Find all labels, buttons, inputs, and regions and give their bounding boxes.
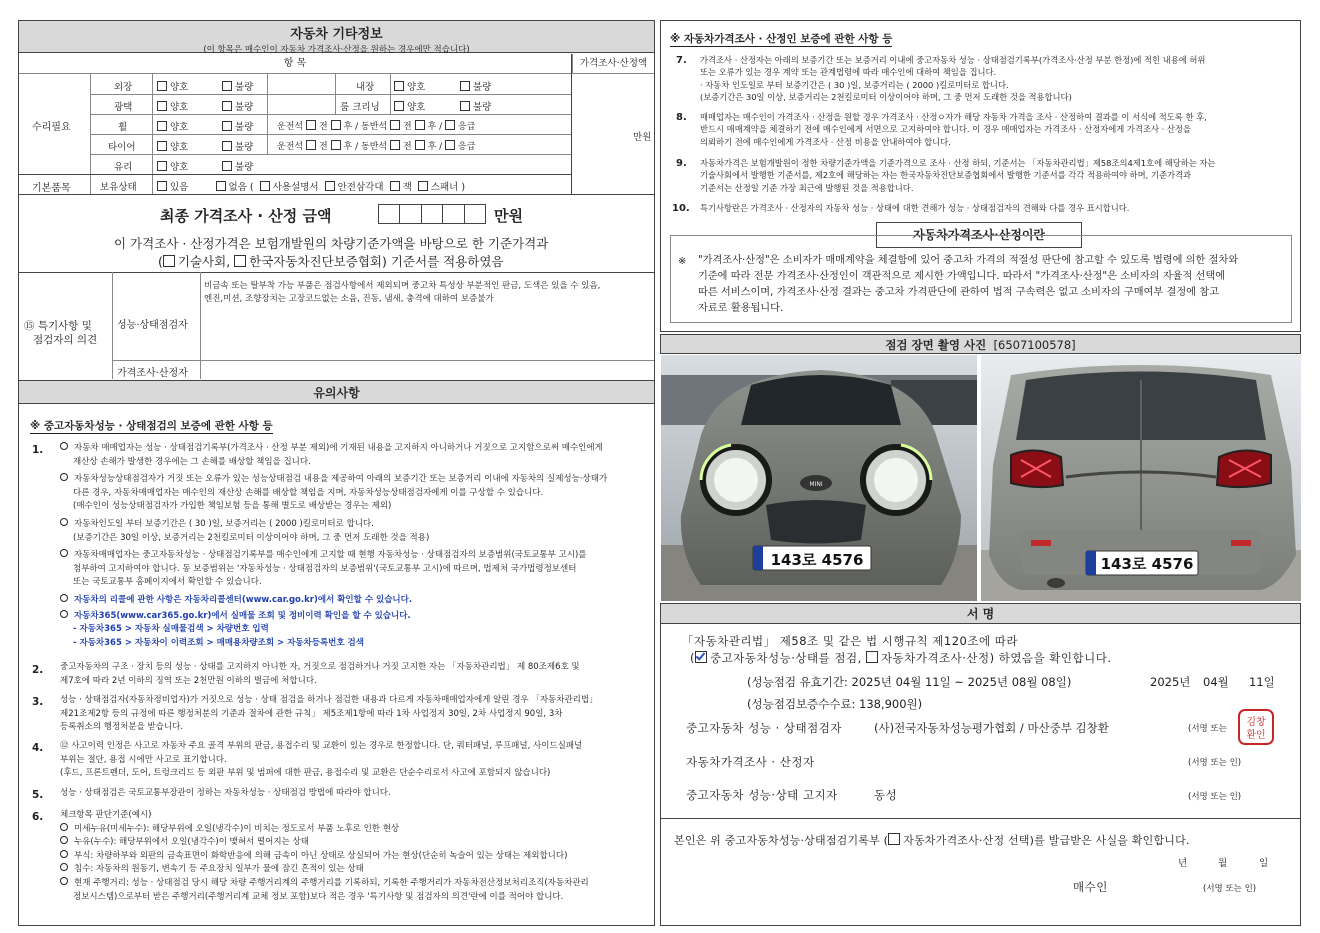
caution-3: 성능 · 상태점검자(자동차정비업자)가 거짓으로 성능 · 상태 점검을 하거나 점검한 내용과 다르게 자동차매매업자에게 알린 경우 「자동차관리법」 제21조제2항 등의 규정에 따른 행정처분의 기준과 절차에 관한 규칙」 제5조제1항에 따라 1차 사업정지 30일, 2차 사업정지 90일, 3차 등록취소의 행정처분을 받습니다. [60,695,598,733]
checkbox-icon [460,101,470,111]
checkbox-icon [222,161,232,171]
circle-bullet-icon [60,549,68,557]
checkbox-icon [418,181,428,191]
notifier-label: 중고자동차 성능·상태 고지자 [686,788,838,802]
repair-label: 수리필요 [32,122,71,133]
circle-bullet-icon [60,594,68,602]
what-text: "가격조사·산정"은 소비자가 매매계약을 체결함에 있어 중고차 가격의 적절성 판단에 참고할 수 있도록 법령에 의한 절차와 기준에 따라 전문 가격조사·산정인이 객관적으로 제시한 가액입니다. 따라서 "가격조사·산정"은 소비자의 자율적 선택에 따른 서비스이며, 가격조사·산정 결과는 중고차 가격판단에 관하여 법적 구속력은 없고 소비자의 구매여부 결정에 참고 자료로 활용됩니다. [698,255,1239,314]
special-note-2: 엔진,미션, 조향장치는 고장코드없는 소음, 진동, 냄새, 충격에 대하여 보증불가 [204,294,494,304]
caution-5: 성능 · 상태점검은 국토교통부장관이 정하는 자동차성능 · 상태점검 방법에 따라야 합니다. [60,788,391,798]
checkbox-icon [216,181,226,191]
checkbox-icon [222,101,232,111]
inspector-name: (사)전국자동차성능평가협회 / 마산중부 김창환 [874,721,1109,735]
checkbox-icon[interactable] [695,651,707,663]
right-num-10: 10. [672,203,690,214]
checkbox-icon [157,101,167,111]
checkbox-icon [157,121,167,131]
checkbox-icon [390,140,400,150]
tire-label: 타이어 [108,142,136,153]
circle-bullet-icon [60,863,68,871]
sign-fee: (성능점검보증수수료: 138,900원) [747,697,923,711]
grid-line [90,94,571,95]
wheel-good[interactable]: 양호 [157,119,188,133]
tire-position-options[interactable]: 운전석 전 후 / 동반석 전 후 / 응급 [277,142,476,152]
checkbox-icon [415,120,425,130]
etc-header [19,21,654,53]
sign-date-month: 04월 [1203,675,1229,689]
confirm-line: 본인은 위 중고자동차성능·상태점검기록부 ( 자동차가격조사·산정 선택)를 발급받은 사실을 확인합니다. [674,834,1190,847]
glass-label: 유리 [114,162,133,173]
front-badge: MINI [809,481,823,488]
svg-text:김창: 김창 [1246,717,1266,728]
right-section-title: ※ 자동차가격조사 · 산정인 보증에 관한 사항 등 [670,33,893,45]
grid-line [19,174,571,175]
grid-line [90,134,571,135]
checkbox-icon [415,140,425,150]
checkbox-icon [460,81,470,91]
special-label-1: ⑮ 특기사항 및 [24,320,92,332]
right-item-8: 매매업자는 매수인이 가격조사 · 산정을 원할 경우 가격조사 · 산정ㅇ자가 해당 자동차 가격을 조사 · 산정하여 결과를 이 서식에 적도록 한 후, 반드시 매매계약을 체결하기 전에 매수인에게 서면으로 고지하여야 합니다. 이 경우 매매업자는 가격조사 · 산정자에게 가격조사 · 산정을 의뢰하기 전에 매수인에게 가격조사 · 산정 비용을 안내하여야 합니다. [700,112,1207,147]
checkbox-icon [445,140,455,150]
basic-items-options[interactable]: 있음 없음 ( 사용설명서 안전삼각대 잭 스패너 ) [157,179,465,193]
col-price-header: 가격조사·산정액 [572,54,654,74]
circle-bullet-icon [60,442,68,450]
checkbox-icon [394,101,404,111]
appraiser-sign-hint[interactable]: (서명 또는 인) [1188,758,1242,768]
rear-plate: 143로 4576 [1100,555,1194,573]
caution-1: 자동차 매매업자는 성능 · 상태점검기록부(가격조사 · 산정 부분 제외)에 기재된 내용을 고지하지 아니하거나 거짓으로 고지함으로써 매수인에게 재산상 손해가 발생한 경우에는 그 손해를 배상할 책임을 집니다. 자동차성능상태점검자가 거짓 또는 오류가 있는 성능상태점검 내용을 제공하여 아래의 보증기간 또는 보증거리 이내에 자동차의 실제성능·상태가 다른 경우, 자동차매매업자는 매수인의 재산상 손해를 배상할 책임을 지며, 자동차성능상태점검자에게 이를 구상할 수 있습니다. (매수인이 성능상태점검자가 가입한 책임보험 등을 통해 별도로 배상받는 경우는 제외) 자동차인도일 부터 보증기간은 ( 30 )일, 보증거리는 ( 2000 )킬로미터로 합니다. (보증기간은 30일 이상, 보증거리는 2천킬로미터 이상이어야 하며, 그 중 먼저 도래한 것을 적용) 자동차매매업자는 중고자동차성능 · 상태점검기록부를 매수인에게 고지할 때 현행 자동차성능 · 상태점검자의 보증범위(국토교통부 고시)를 첨부하여 고지하여야 합니다. 동 보증범위는 '자동차성능 · 상태점검자의 보증범위'(국토교통부 고시)에 따르며, 법제처 국가법령정보센터 또는 국토교통부 홈페이지에서 확인할 수 있습니다. 자동차의 리콜에 관한 사항은 자동차리콜센터(www.car.go.kr)에서 확인할 수 있습니다. 자동차365(www.car365.go.kr)에서 실매물 조회 및 정비이력 확인을 할 수 있습니다. - 자동차365 > 자동차 실매물검색 > 차량번호 입력 - 자동차365 > 자동차이 이력조회 > 매매용차량조회 > 자동차등록번호 검색 [60,442,607,650]
notifier-sign-hint[interactable]: (서명 또는 인) [1188,792,1242,802]
grid-line [571,54,572,194]
final-line1: 이 가격조사 · 산정가격은 보험개발원의 차량기준가액을 바탕으로 한 기준가격과 [114,236,549,251]
appraiser-label: 자동차가격조사 · 산정자 [686,755,815,769]
circle-bullet-icon [60,610,68,618]
buyer-label: 매수인 [1073,880,1108,894]
checkbox-icon[interactable] [163,255,175,267]
caution-4: ⑫ 사고이력 인정은 사고로 자동차 주요 골격 부위의 판금, 용접수리 및 교환이 있는 경우로 한정합니다. 단, 쿼터패널, 루프패널, 사이드실패널 부위는 절단, 용접 시에만 사고로 표기합니다. (후드, 프론트펜더, 도어, 트렁크리드 등 외판 부위 및 범퍼에 대한 판금, 용접수리 및 교환은 단순수리로서 사고에 포함되지 않습니다) [60,741,583,779]
checkbox-icon [306,120,316,130]
item-num-6: 6. [32,811,44,823]
col-item-header: 항 목 [19,54,571,74]
sign-date-day: 11일 [1249,675,1275,689]
wheel-bad[interactable]: 불량 [222,119,253,133]
photo-title: 점검 장면 촬영 사진 [885,338,987,352]
confirm-year: 년 [1178,858,1188,869]
interior-label: 내장 [356,82,375,93]
sign-validity: (성능점검 유효기간: 2025년 04월 11일 ~ 2025년 08월 08일) [747,675,1072,689]
confirm-day: 일 [1259,858,1269,869]
grid-line [200,272,201,379]
room-cleaning-label: 룸 크리닝 [340,102,380,113]
room-good[interactable]: 양호 [394,99,425,113]
photo-code: [6507100578] [993,338,1076,352]
grid-line [19,194,654,195]
right-num-9: 9. [676,158,687,169]
checkbox-icon [331,120,341,130]
final-price-label: 최종 가격조사 · 산정 금액 [160,207,332,225]
buyer-sign-hint[interactable]: (서명 또는 인) [1203,884,1257,894]
checkbox-icon [222,121,232,131]
inspector-label: 중고자동차 성능 · 상태점검자 [686,721,842,735]
special-label-2: 점검자의 의견 [33,334,98,346]
checkbox-icon [157,181,167,191]
tire-bad[interactable]: 불량 [222,139,253,153]
rear-photo [981,355,1301,601]
sign-check-line: ( 중고자동차성능·상태를 점검, 자동차가격조사·산정) 하였음을 확인합니다. [690,651,1112,665]
checkbox-icon [222,81,232,91]
final-price-unit: 만원 [494,207,523,225]
checkbox-icon [306,140,316,150]
grid-line [112,272,113,379]
tire-good[interactable]: 양호 [157,139,188,153]
etc-title: 자동차 기타정보 [290,27,383,42]
etc-subtitle: (이 항목은 매수인이 자동차 가격조사·산정을 원하는 경우에만 적습니다) [203,45,470,55]
what-title: 자동차가격조사·산정이란 [876,222,1082,248]
grid-line [90,114,571,115]
checkbox-icon [331,140,341,150]
sign-date-year: 2025년 [1150,675,1191,689]
special-appraiser-label: 가격조사·산정자 [117,368,188,379]
svg-text:환인: 환인 [1246,730,1266,741]
checkbox-icon[interactable] [234,255,246,267]
interior-bad[interactable]: 불량 [460,79,491,93]
right-item-7: 가격조사 · 산정자는 아래의 보증기간 또는 보증거리 이내에 중고자동차 성능 · 상태점검기록부(가격조사·산정 부분 한정)에 적힌 내용에 허위 또는 오류가 있는 경우 계약 또는 관계법령에 따라 매수인에 대하여 책임을 집니다. · 자동차 인도일로 부터 보증기간은 ( 30 )일, 보증거리는 ( 2000 )킬로미터로 합니다. (보증기간은 30일 이상, 보증거리는 2천킬로미터 이상이어야 하며, 그 중 먼저 도래한 것을 적용합니다) [700,55,1206,102]
item-num-4: 4. [32,742,44,754]
inspector-sign-hint: (서명 또는 [1188,724,1227,734]
what-star: ※ [678,256,687,267]
glass-good[interactable]: 양호 [157,159,188,173]
item-num-2: 2. [32,664,44,676]
price-unit: 만원 [633,132,652,143]
circle-bullet-icon [60,836,68,844]
circle-bullet-icon [60,877,68,885]
final-line2: ( 기술사회, 한국자동차진단보증협회) 기준서를 적용하였음 [158,254,504,269]
gloss-good[interactable]: 양호 [157,99,188,113]
checkbox-icon [157,81,167,91]
wheel-label: 휠 [118,122,128,133]
grid-line [112,360,654,361]
checkbox-icon[interactable] [888,833,900,845]
item-num-1: 1. [32,444,44,456]
front-photo [661,355,977,601]
circle-bullet-icon [60,518,68,526]
checkbox-icon [157,141,167,151]
notifier-name: 동성 [874,788,898,802]
checkbox-icon [445,120,455,130]
exterior-label: 외장 [114,82,133,93]
right-item-10: 특기사항란은 가격조사 · 산정자의 자동차 성능 · 상태에 대한 견해가 성능 · 상태점검자의 견해와 다를 경우 표시합니다. [700,203,1130,213]
circle-bullet-icon [60,823,68,831]
item-num-3: 3. [32,696,44,708]
grid-line [661,818,1300,819]
right-num-8: 8. [676,112,687,123]
gloss-bad[interactable]: 불량 [222,99,253,113]
interior-good[interactable]: 양호 [394,79,425,93]
item-num-5: 5. [32,789,44,801]
caution-section-title: ※ 중고자동차성능 · 상태점검의 보증에 관한 사항 등 [30,420,273,432]
basic-label: 기본품목 [32,183,71,194]
sign-header: 서 명 [661,604,1300,624]
circle-bullet-icon [60,473,68,481]
grid-line [19,272,654,273]
checkbox-icon [260,181,270,191]
confirm-month: 월 [1218,858,1228,869]
final-price-boxes[interactable] [378,204,486,224]
wheel-position-options[interactable]: 운전석 전 후 / 동반석 전 후 / 응급 [277,122,476,132]
caution-header: 유의사항 [19,380,654,404]
exterior-bad[interactable]: 불량 [222,79,253,93]
checkbox-icon [325,181,335,191]
checkbox-icon [390,120,400,130]
caution-2: 중고자동차의 구조 · 장치 등의 성능 · 상태를 고지하지 아니한 자, 거짓으로 점검하거나 거짓 고지한 자는 「자동차관리법」 제 80조제6호 및 제7호에 따라 2년 이하의 징역 또는 2천만원 이하의 벌금에 처합니다. [60,662,580,686]
photo-header [660,334,1301,354]
checkbox-icon [157,161,167,171]
special-inspector-label: 성능·상태점검자 [117,320,188,331]
checkbox-icon [390,181,400,191]
grid-line [90,154,571,155]
glass-bad[interactable]: 불량 [222,159,253,173]
room-bad[interactable]: 불량 [460,99,491,113]
right-num-7: 7. [676,55,687,66]
exterior-good[interactable]: 양호 [157,79,188,93]
checkbox-icon [394,81,404,91]
checkbox-icon[interactable] [866,651,878,663]
circle-bullet-icon [60,850,68,858]
caution-6: 체크항목 판단기준(예시) 미세누유(미세누수): 해당부위에 오일(냉각수)이 비치는 정도로서 부품 노후로 인한 현상 누유(누수): 해당부위에서 오일(냉각수)이 맺혀서 떨어지는 상태 부식: 차량하부와 외판의 금속표면이 화학반응에 의해 금속이 아닌 상태로 상실되어 가는 현상(단순히 녹슬어 있는 상태는 제외합니다) 침수: 자동차의 원동기, 변속기 등 주요장치 일부가 물에 잠긴 흔적이 있는 상태 현재 주행거리: 성능 · 상태점검 당시 해당 차량 주행거리계의 주행거리를 기록하되, 기록한 주행거리가 자동차전산정보처리조직(자동차관리 정보시스템)으로부터 받은 주행거리(주행거리계 교체 정보 포함)보다 적은 경우 '특기사항 및 점검자의 의견'란에 이를 적어야 합니다. [60,810,589,902]
checkbox-icon [222,141,232,151]
right-item-9: 자동차가격은 보험개발원이 정한 차량기준가액을 기준가격으로 조사 · 산정 하되, 기준서는 「자동차관리법」제58조의4제1호에 해당하는 자는 기술사회에서 발행한 기준서를, 제2호에 해당하는 자는 한국자동차진단보증협회에서 발행한 기준서를 각각 적용하여야 하며, 기준가격과 기준서는 산정일 기준 가장 최근에 발행된 것을 적용합니다. [700,158,1216,193]
special-note-1: 비금속 또는 탈부착 가능 부품은 점검사항에서 제외되며 중고차 특성상 부분적인 판금, 도색은 있을 수 있음, [204,281,601,291]
sign-law: 「자동차관리법」 제58조 및 같은 법 시행규칙 제120조에 따라 [682,634,1018,648]
inspector-seal [1236,707,1276,747]
front-plate: 143로 4576 [770,551,864,569]
gloss-label: 광택 [114,102,133,113]
holding-label: 보유상태 [100,182,137,193]
